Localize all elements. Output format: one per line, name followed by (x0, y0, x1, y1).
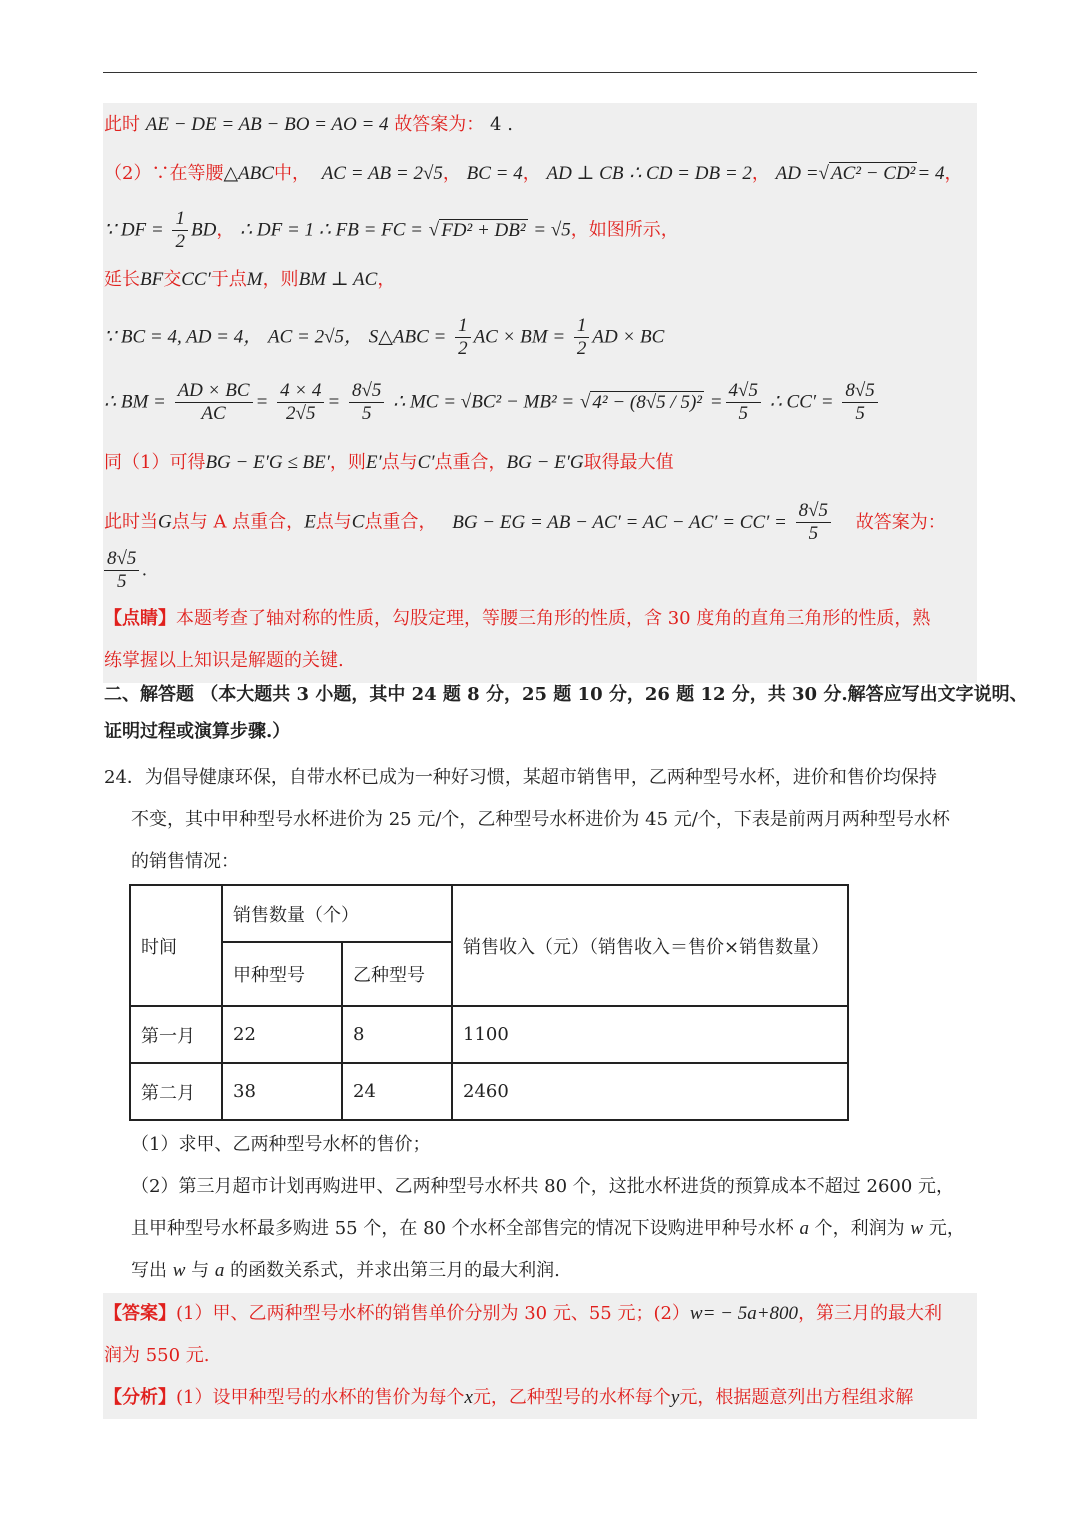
section-header-line-1: 二、解答题 （本大题共 3 小题，其中 24 题 8 分，25 题 10 分，26 题 12 分，共 30 分.解答应写出文字说明、 (104, 684, 1028, 705)
header-rule (103, 72, 977, 73)
dianjing-line-1: 【点睛】本题考查了轴对称的性质，勾股定理，等腰三角形的性质，含 30 度角的直角三角形的性质，熟 (104, 608, 931, 629)
problem-line-2: 不变，其中甲种型号水杯进价为 25 元/个，乙种型号水杯进价为 45 元/个，下表是前两月两种型号水杯 (131, 809, 950, 830)
header-income: 销售收入（元）（销售收入＝售价×销售数量） (452, 885, 848, 1006)
question-1: （1）求甲、乙两种型号水杯的售价； (131, 1134, 431, 1155)
row-income: 1100 (452, 1006, 848, 1063)
question-2-line-2: 且甲种型号水杯最多购进 55 个，在 80 个水杯全部售完的情况下设购进甲种号水杯 a 个，利润为 w 元， (131, 1218, 965, 1239)
row-income: 2460 (452, 1063, 848, 1120)
solution-line-3: ∵ DF = $\frac{1}{2}$ BD， ∴ DF = 1 ∴ FB = FC = √ FD² + DB² = √5，如图所示， (104, 208, 679, 252)
solution-line-7: 同（1）可得BG − E′G ≤ BE′，则E′点与C′点重合，BG − E′G取得最大值 (104, 452, 674, 473)
row-b: 8 (342, 1006, 452, 1063)
problem-line-1: 24．为倡导健康环保，自带水杯已成为一种好习惯，某超市销售甲，乙两种型号水杯，进价和售价均保持 (104, 767, 937, 788)
analysis-line-1: 【分析】(1）设甲种型号的水杯的售价为每个x元，乙种型号的水杯每个y元，根据题意列出方程组求解 (104, 1387, 914, 1408)
solution-line-2: （2）∵在等腰△ABC中， AC = AB = 2√5， BC = 4， AD ⊥ CB ∴ CD = DB = 2， AD =√ AC² − CD² = 4， (104, 163, 963, 184)
table-row (130, 1006, 848, 1063)
row-a: 22 (222, 1006, 342, 1063)
question-2-line-1: （2）第三月超市计划再购进甲、乙两种型号水杯共 80 个，这批水杯进货的预算成本不超过 2600 元， (131, 1176, 955, 1197)
problem-number: 24． (104, 767, 145, 788)
solution-line-9: $\frac{8√5}{5}$ . (104, 548, 147, 593)
problem-line-3: 的销售情况： (131, 851, 239, 872)
dianjing-line-2: 练掌握以上知识是解题的关键. (104, 650, 344, 671)
section-title: 二、解答题 (104, 684, 194, 705)
dianjing-label: 【点睛】 (104, 608, 176, 629)
row-time: 第二月 (130, 1063, 222, 1120)
header-type-a: 甲种型号 (222, 942, 342, 1006)
row-a: 38 (222, 1063, 342, 1120)
row-b: 24 (342, 1063, 452, 1120)
solution-line-5: ∵ BC = 4, AD = 4， AC = 2√5， S△ABC = $\frac{1}{2}$ AC × BM = $\frac{1}{2}$ AD × BC (104, 315, 665, 359)
row-time: 第一月 (130, 1006, 222, 1063)
answer-label: 【答案】 (104, 1303, 176, 1324)
header-type-b: 乙种型号 (342, 942, 452, 1006)
solution-line-8: 此时当G点与 A 点重合，E点与C点重合， BG − EG = AB − AC′ = AC − AC′ = CC′ = $\frac{8√5}{5}$ 故答案为： (104, 500, 946, 544)
analysis-label: 【分析】 (104, 1387, 176, 1408)
question-2-line-3: 写出 w 与 a 的函数关系式，并求出第三月的最大利润. (131, 1260, 560, 1281)
table-row (130, 1063, 848, 1120)
solution-line-1: 此时 AE − DE = AB − BO = AO = 4 故答案为： 4 . (104, 114, 513, 135)
header-quantity: 销售数量（个） (222, 885, 452, 942)
solution-line-6: ∴ BM = $\frac{AD \times BC}{AC}$ = $\frac{4 \times 4}{2√5}$ = $\frac{8√5}{5}$ ∴ MC = √BC² − MB² = √ 4² − (8√5 / 5)² = $\frac{4√5}{5}$ ∴ CC′ = $\frac{8√5}{5}$ (104, 380, 881, 425)
answer-line-1: 【答案】(1）甲、乙两种型号水杯的销售单价分别为 30 元、55 元；(2）w= − 5a+800，第三月的最大利 (104, 1303, 943, 1324)
solution-line-4: 延长BF交CC′于点M，则BM ⊥ AC， (104, 269, 396, 290)
header-time: 时间 (130, 885, 222, 1006)
section-header-line-2: 证明过程或演算步骤.） (104, 721, 291, 742)
answer-line-2: 润为 550 元. (104, 1345, 210, 1366)
sales-table (129, 884, 849, 1121)
